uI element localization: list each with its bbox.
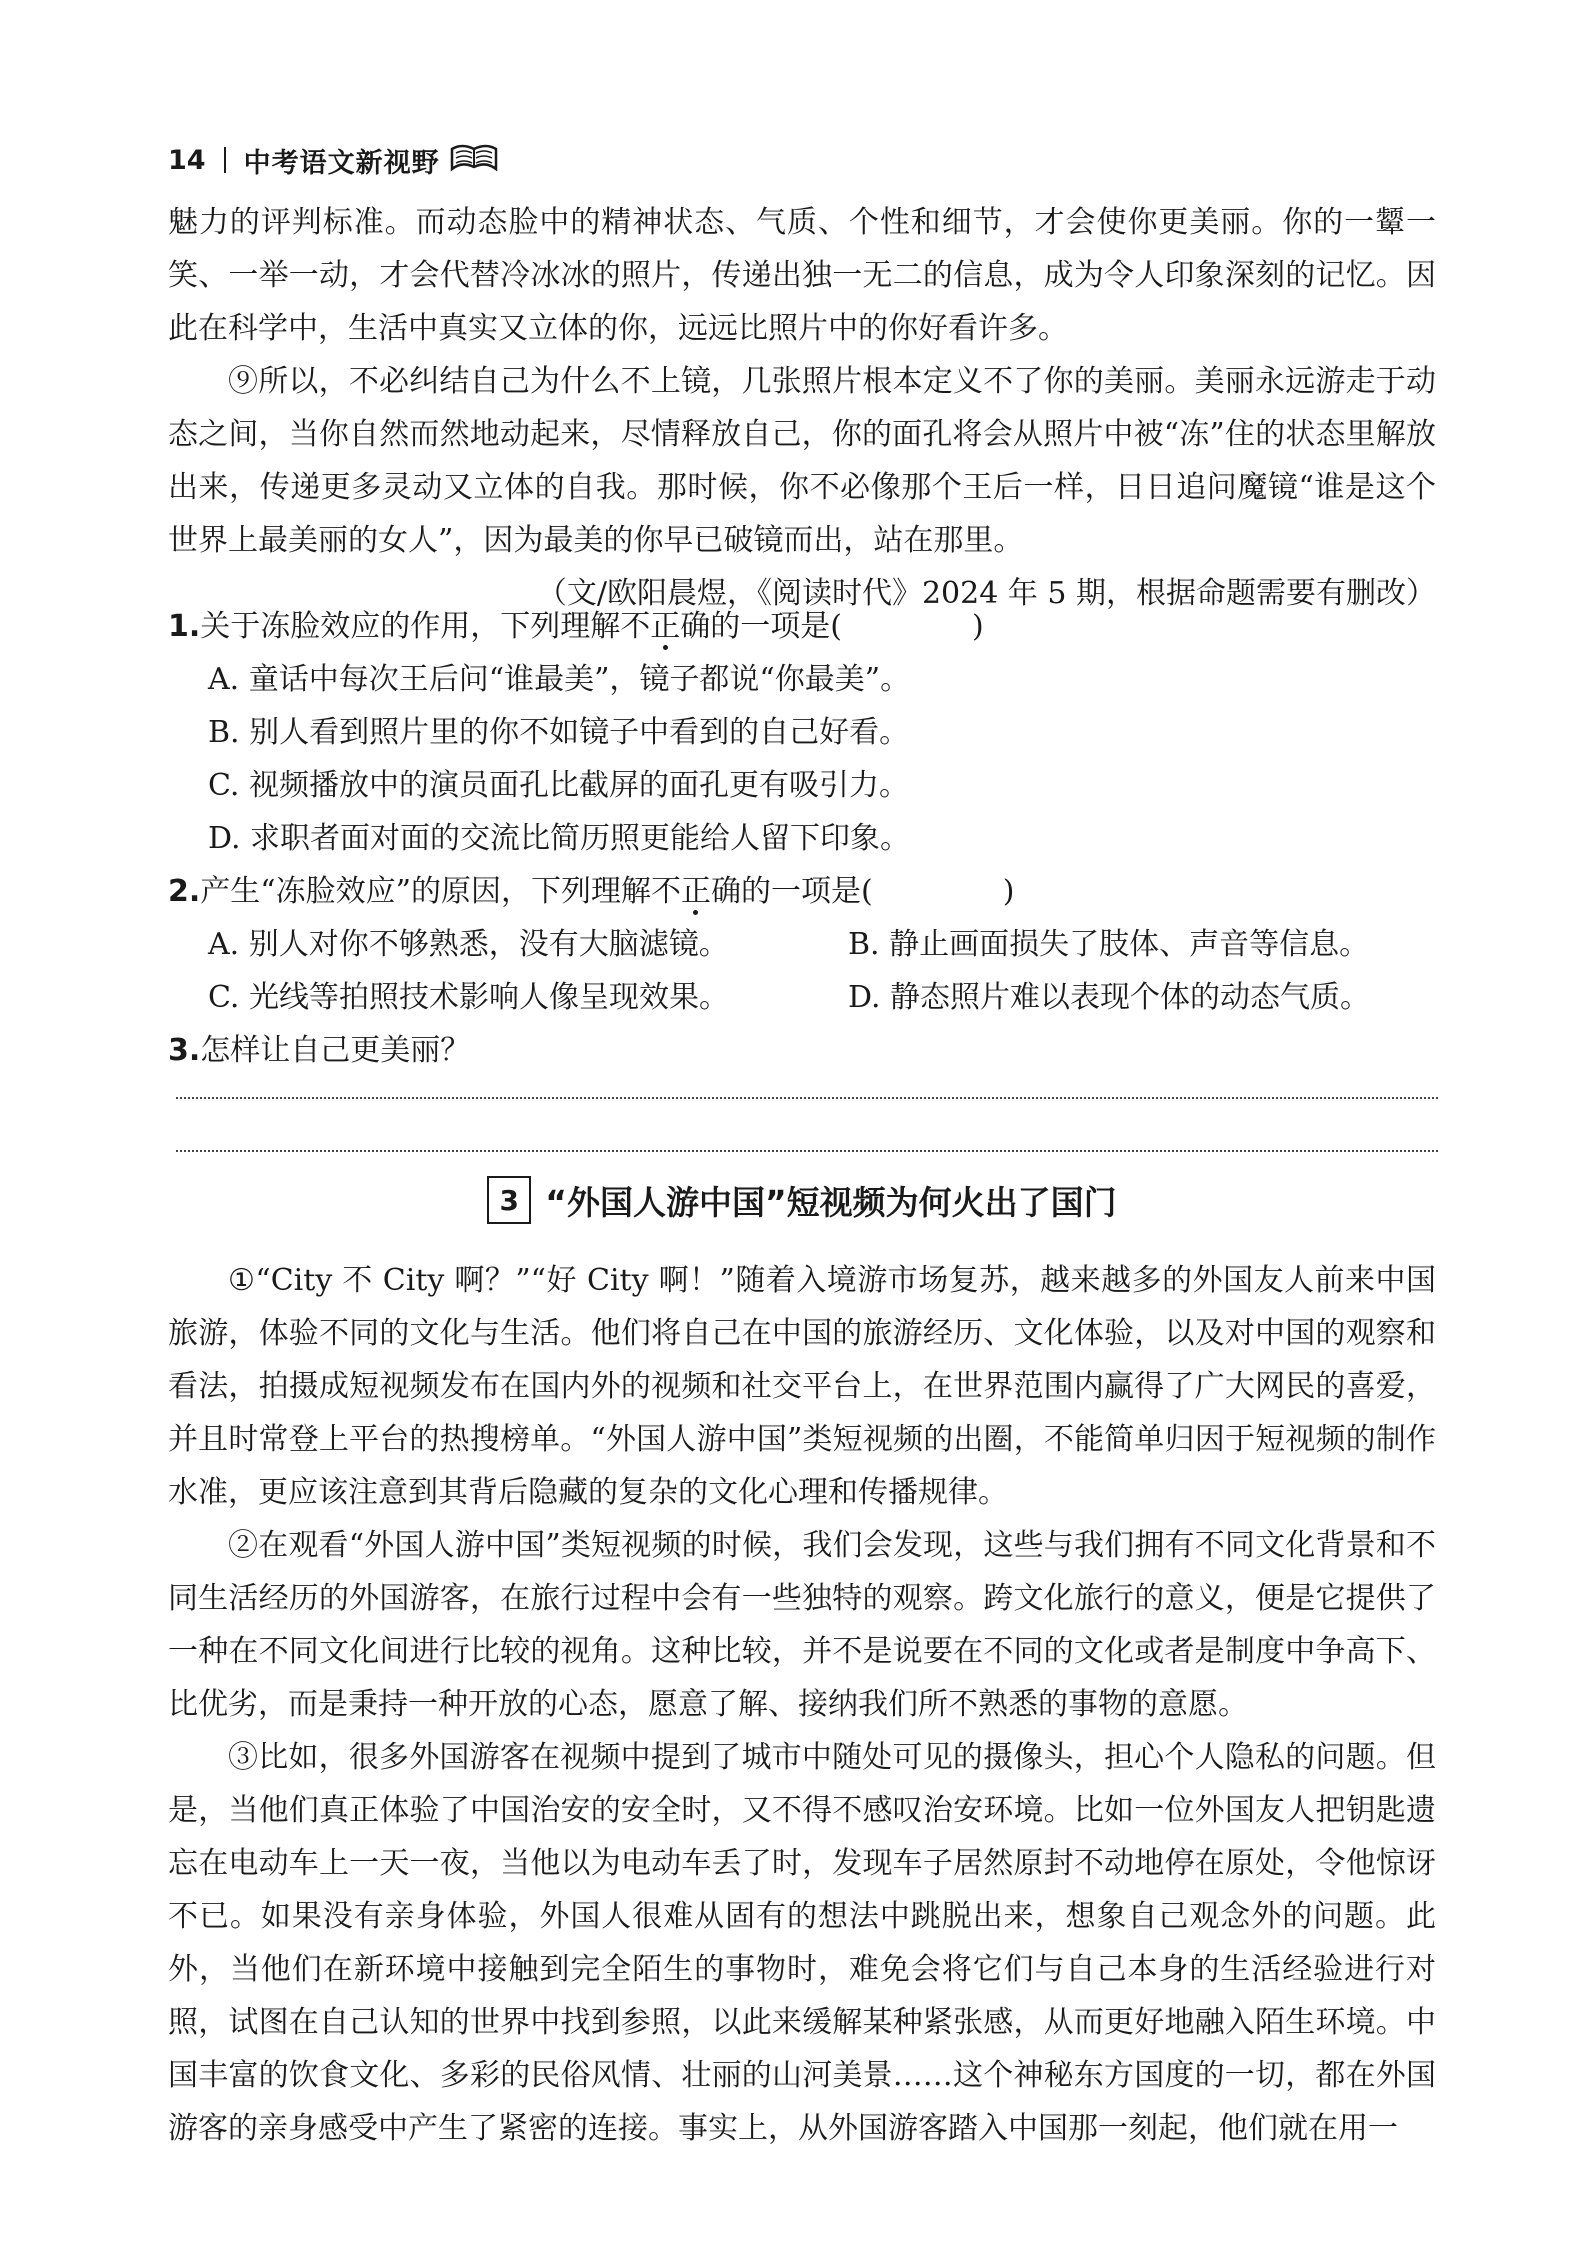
answer-line[interactable]	[176, 1150, 1438, 1152]
option-1d: D. 求职者面对面的交流比简历照更能给人留下印象。	[208, 821, 911, 856]
question-number: 3.	[168, 1033, 201, 1068]
paragraph-2: ②在观看“外国人游中国”类短视频的时候，我们会发现，这些与我们拥有不同文化背景和不同生活经历的外国游客，在旅行过程中会有一些独特的观察。跨文化旅行的意义，便是它提供了一种在不同文化间进行比较的视角。这种比较，并不是说要在不同的文化或者是制度中争高下、比优劣，而是秉持一种开放的心态，愿意了解、接纳我们所不熟悉的事物的意愿。	[168, 1528, 1436, 1722]
question-stem-end: 的一项是(	[740, 874, 873, 909]
question-stem-end: 的一项是(	[710, 609, 842, 644]
article-section-3	[168, 1254, 1436, 2155]
paragraph-continued: 魅力的评判标准。而动态脸中的精神状态、气质、个性和细节，才会使你更美丽。你的一颦一笑、一举一动，才会代替冷冰冰的照片，传递出独一无二的信息，成为令人印象深刻的记忆。因此在科学中，生活中真实又立体的你，远远比照片中的你好看许多。	[168, 205, 1436, 346]
section-heading	[168, 1172, 1436, 1228]
emphasis-text: 不正确	[620, 609, 711, 644]
option-row	[208, 971, 1436, 1024]
emphasis-text: 不正确	[650, 874, 741, 909]
question-stem: 关于冻脸效应的作用，下列理解	[200, 609, 621, 644]
option-2d: D. 静态照片难以表现个体的动态气质。	[848, 980, 1371, 1015]
paragraph-9: ⑨所以，不必纠结自己为什么不上镜，几张照片根本定义不了你的美丽。美丽永远游走于动态之间，当你自然而然地动起来，尽情释放自己，你的面孔将会从照片中被“冻”住的状态里解放出来，传递更多灵动又立体的自我。那时候，你不必像那个王后一样，日日追问魔镜“谁是这个世界上最美丽的女人”，因为最美的你早已破镜而出，站在那里。	[168, 364, 1436, 558]
option-row	[208, 918, 1436, 971]
open-book-icon	[448, 141, 500, 179]
page-number: 14	[168, 144, 206, 176]
option-1a: A. 童话中每次王后问“谁最美”，镜子都说“你最美”。	[208, 662, 911, 697]
question-stem: 产生“冻脸效应”的原因，下列理解	[200, 874, 651, 909]
option-2c: C. 光线等拍照技术影响人像呈现效果。	[208, 980, 729, 1015]
answer-line[interactable]	[176, 1097, 1438, 1099]
header-divider	[224, 147, 226, 173]
option-2b: B. 静止画面损失了肢体、声音等信息。	[848, 927, 1370, 962]
option-1c: C. 视频播放中的演员面孔比截屏的面孔更有吸引力。	[208, 768, 909, 803]
paren-close: )	[972, 609, 984, 644]
source-citation: （文/欧阳晨煜，《阅读时代》2024 年 5 期，根据命题需要有删改）	[536, 576, 1436, 611]
book-title: 中考语文新视野	[243, 147, 440, 179]
questions-block	[168, 600, 1436, 1077]
paren-close: )	[1002, 874, 1015, 909]
page-header	[168, 140, 500, 180]
option-2a: A. 别人对你不够熟悉，没有大脑滤镜。	[208, 927, 729, 962]
question-number: 2.	[168, 874, 201, 909]
paragraph-1: ①“City 不 City 啊？”“好 City 啊！”随着入境游市场复苏，越来越多的外国友人前来中国旅游，体验不同的文化与生活。他们将自己在中国的旅游经历、文化体验，以及对中国的观察和看法，拍摄成短视频发布在国内外的视频和社交平台上，在世界范围内赢得了广大网民的喜爱，并且时常登上平台的热搜榜单。“外国人游中国”类短视频的出圈，不能简单归因于短视频的制作水准，更应该注意到其背后隐藏的复杂的文化心理和传播规律。	[168, 1263, 1436, 1510]
question-2	[168, 865, 1436, 918]
section-title: “外国人游中国”短视频为何火出了国门	[545, 1182, 1117, 1222]
question-1	[168, 600, 1436, 653]
option-1b: B. 别人看到照片里的你不如镜子中看到的自己好看。	[208, 715, 910, 750]
paragraph-3: ③比如，很多外国游客在视频中提到了城市中随处可见的摄像头，担心个人隐私的问题。但是，当他们真正体验了中国治安的安全时，又不得不感叹治安环境。比如一位外国友人把钥匙遗忘在电动车上一天一夜，当他以为电动车丢了时，发现车子居然原封不动地停在原处，令他惊讶不已。如果没有亲身体验，外国人很难从固有的想法中跳脱出来，想象自己观念外的问题。此外，当他们在新环境中接触到完全陌生的事物时，难免会将它们与自己本身的生活经验进行对照，试图在自己认知的世界中找到参照，以此来缓解某种紧张感，从而更好地融入陌生环境。中国丰富的饮食文化、多彩的民俗风情、壮丽的山河美景……这个神秘东方国度的一切，都在外国游客的亲身感受中产生了紧密的连接。事实上，从外国游客踏入中国那一刻起，他们就在用一	[168, 1740, 1436, 2146]
section-number: 3	[487, 1176, 531, 1224]
article-continuation	[168, 196, 1436, 620]
question-number: 1.	[168, 609, 201, 644]
question-3	[168, 1024, 1436, 1077]
question-stem: 怎样让自己更美丽？	[200, 1033, 471, 1068]
